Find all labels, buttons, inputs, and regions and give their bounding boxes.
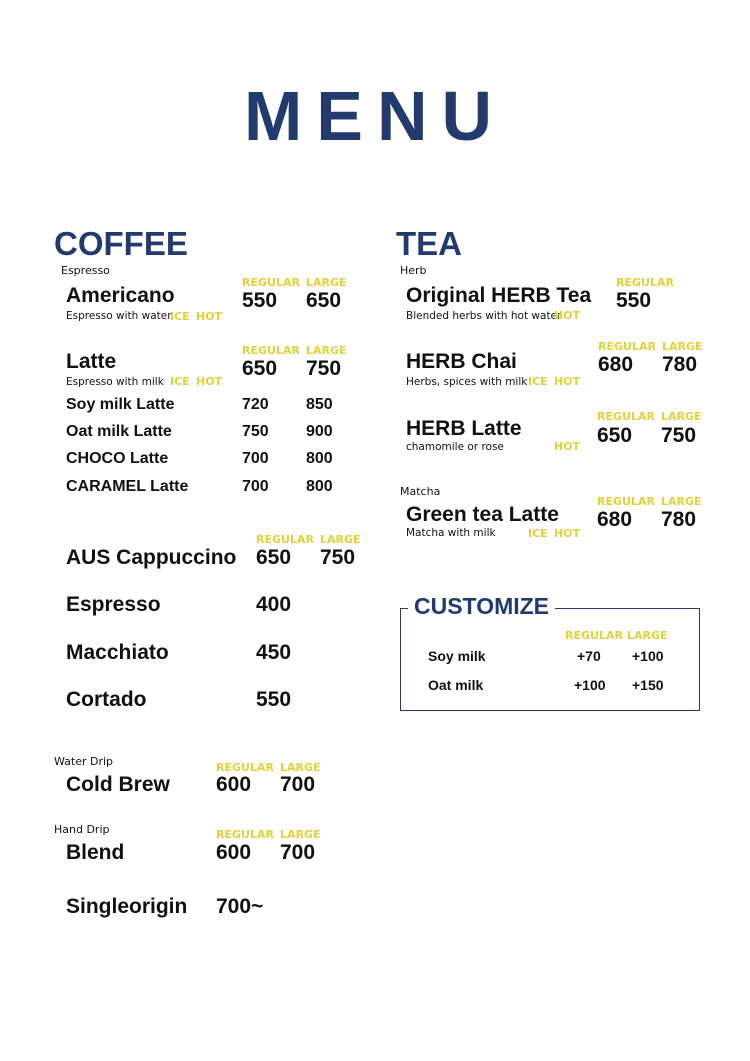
espresso-category-label: Espresso [61,264,110,277]
hand-drip-category-label: Hand Drip [54,823,110,836]
green-tea-regular-price: 680 [597,508,633,531]
herb-chai-large-price: 780 [662,353,698,376]
water-drip-category-label: Water Drip [54,755,114,768]
americano-regular-label: REGULAR [242,276,300,289]
herb-chai-ice-option: ICE [528,375,548,388]
cortado-price: 550 [256,688,292,711]
latte-variant-regular-price: 720 [242,396,269,413]
green-tea-regular-label: REGULAR [597,495,655,508]
customize-item-regular: +100 [574,677,606,693]
green-tea-ice-option: ICE [528,527,548,540]
green-tea-large-price: 780 [661,508,697,531]
tea-section-title: TEA [396,225,462,262]
americano-large-label: LARGE [306,276,347,289]
herb-chai-hot-option: HOT [554,375,581,388]
blend-regular-label: REGULAR [216,828,274,841]
latte-large-price: 750 [306,357,342,380]
cold-brew-regular-label: REGULAR [216,761,274,774]
herb-latte-description: chamomile or rose [406,441,504,453]
customize-title: CUSTOMIZE [408,593,555,620]
latte-variant-regular-price: 700 [242,478,269,495]
cappuccino-regular-label: REGULAR [256,533,314,546]
green-tea-latte-description: Matcha with milk [406,527,496,539]
coffee-section-title: COFFEE [54,225,188,262]
herb-latte-large-price: 750 [661,424,697,447]
americano-hot-option: HOT [196,310,223,323]
cappuccino-large-label: LARGE [320,533,361,546]
latte-variant-large-price: 800 [306,450,333,467]
singleorigin-price: 700~ [216,895,264,918]
herb-category-label: Herb [400,264,427,277]
espresso-price: 400 [256,593,292,616]
cappuccino-regular-price: 650 [256,546,292,569]
latte-variant-large-price: 800 [306,478,333,495]
original-herb-regular-price: 550 [616,289,652,312]
latte-regular-label: REGULAR [242,344,300,357]
herb-latte-name: HERB Latte [406,417,522,440]
herb-chai-large-label: LARGE [662,340,703,353]
macchiato-price: 450 [256,641,292,664]
singleorigin-name: Singleorigin [66,895,188,918]
latte-regular-price: 650 [242,357,278,380]
herb-chai-regular-label: REGULAR [598,340,656,353]
latte-variant-regular-price: 700 [242,450,269,467]
latte-name: Latte [66,350,117,373]
latte-ice-option: ICE [170,375,190,388]
latte-variant-large-price: 900 [306,423,333,440]
cold-brew-name: Cold Brew [66,773,170,796]
customize-regular-label: REGULAR [565,629,623,642]
cappuccino-name: AUS Cappuccino [66,546,237,569]
herb-chai-description: Herbs, spices with milk [406,376,528,388]
macchiato-name: Macchiato [66,641,169,664]
latte-variant-name: Oat milk Latte [66,423,172,440]
original-herb-hot-option: HOT [554,309,581,322]
customize-large-label: LARGE [627,629,668,642]
latte-variant-large-price: 850 [306,396,333,413]
latte-description: Espresso with milk [66,376,164,388]
herb-latte-regular-label: REGULAR [597,410,655,423]
matcha-category-label: Matcha [400,485,441,498]
customize-item-large: +150 [632,677,664,693]
cold-brew-large-price: 700 [280,773,316,796]
customize-item-regular: +70 [577,648,601,664]
blend-name: Blend [66,841,125,864]
espresso-name: Espresso [66,593,161,616]
americano-name: Americano [66,284,175,307]
blend-large-price: 700 [280,841,316,864]
cold-brew-large-label: LARGE [280,761,321,774]
original-herb-description: Blended herbs with hot water [406,310,562,322]
latte-variant-name: Soy milk Latte [66,396,175,413]
americano-large-price: 650 [306,289,342,312]
americano-regular-price: 550 [242,289,278,312]
customize-item-name: Oat milk [428,677,484,693]
blend-large-label: LARGE [280,828,321,841]
menu-title: MENU [243,77,507,155]
latte-hot-option: HOT [196,375,223,388]
latte-large-label: LARGE [306,344,347,357]
customize-item-large: +100 [632,648,664,664]
herb-latte-regular-price: 650 [597,424,633,447]
cold-brew-regular-price: 600 [216,773,252,796]
herb-chai-name: HERB Chai [406,350,517,373]
blend-regular-price: 600 [216,841,252,864]
latte-variant-name: CARAMEL Latte [66,478,189,495]
americano-description: Espresso with water [66,310,172,322]
customize-item-name: Soy milk [428,648,486,664]
green-tea-hot-option: HOT [554,527,581,540]
original-herb-name: Original HERB Tea [406,284,592,307]
green-tea-latte-name: Green tea Latte [406,503,559,526]
americano-ice-option: ICE [170,310,190,323]
cappuccino-large-price: 750 [320,546,356,569]
herb-latte-hot-option: HOT [554,440,581,453]
green-tea-large-label: LARGE [661,495,702,508]
original-herb-regular-label: REGULAR [616,276,674,289]
cortado-name: Cortado [66,688,147,711]
latte-variant-regular-price: 750 [242,423,269,440]
latte-variant-name: CHOCO Latte [66,450,169,467]
herb-latte-large-label: LARGE [661,410,702,423]
herb-chai-regular-price: 680 [598,353,634,376]
